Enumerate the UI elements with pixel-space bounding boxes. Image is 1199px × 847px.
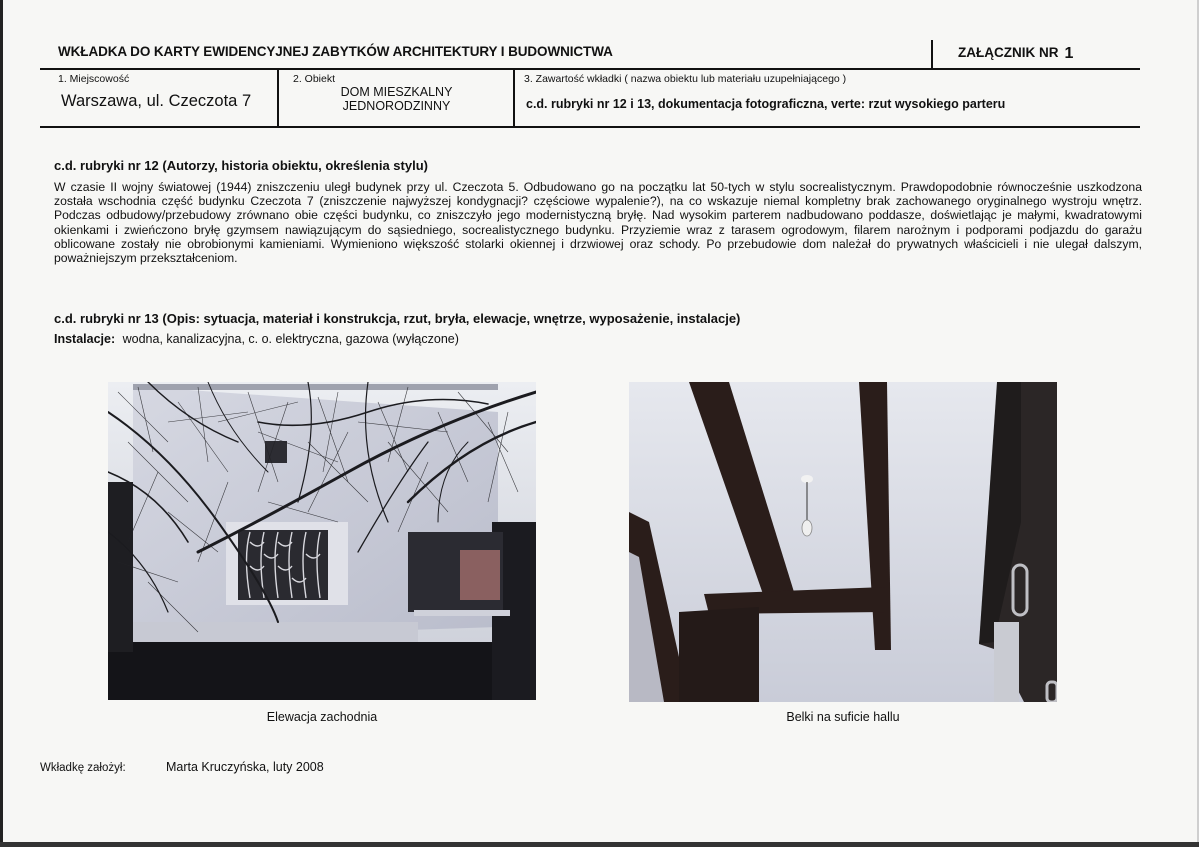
section-12 <box>54 158 1144 265</box>
section-13-heading: c.d. rubryki nr 13 (Opis: sytuacja, materiał i konstrukcja, rzut, bryła, elewacje, wnętrze, wyposażenie, instalacje) <box>54 311 741 326</box>
field-object-label: 2. Obiekt <box>293 73 336 85</box>
document-header <box>40 36 1140 70</box>
field-object-value-line1: DOM MIESZKALNY <box>340 85 453 99</box>
header-divider <box>931 40 933 68</box>
annex-number: 1 <box>1064 45 1074 62</box>
installations-line <box>54 332 1144 346</box>
section-12-heading: c.d. rubryki nr 12 (Autorzy, historia obiektu, określenia stylu) <box>54 158 428 173</box>
footer <box>40 760 324 774</box>
scan-edge-bottom <box>0 842 1199 847</box>
installations-label: Instalacje: <box>54 332 116 346</box>
field-contents-value: c.d. rubryki nr 12 i 13, dokumentacja fotograficzna, verte: rzut wysokiego parteru <box>526 97 1006 111</box>
annex-label-text: ZAŁĄCZNIK NR <box>958 45 1059 60</box>
fields-table <box>40 69 1140 128</box>
field-object-value-line2: JEDNORODZINNY <box>342 99 451 113</box>
field-object-value <box>279 85 514 113</box>
annex-label <box>958 44 1073 62</box>
document-title: WKŁADKA DO KARTY EWIDENCYJNEJ ZABYTKÓW ARCHITEKTURY I BUDOWNICTWA <box>58 44 613 59</box>
photo-1-caption: Elewacja zachodnia <box>266 710 378 724</box>
field-location-label: 1. Miejscowość <box>58 73 130 85</box>
field-contents-label: 3. Zawartość wkładki ( nazwa obiektu lub materiału uzupełniającego ) <box>524 73 847 85</box>
field-location-value: Warszawa, ul. Czeczota 7 <box>61 92 252 110</box>
west-facade-photo <box>108 382 536 700</box>
field-contents <box>513 69 1142 126</box>
photo-2-caption: Belki na suficie hallu <box>786 710 900 724</box>
section-13 <box>54 311 1144 346</box>
section-12-body: W czasie II wojny światowej (1944) zniszczeniu uległ budynek przy ul. Czeczota 5. Odbudowano go na początku lat 50-tych w stylu socrealistycznym. Prawdopodobnie równocześnie uszkodzona została wschodnia część budynku Czeczota 7 (zniszczenie najwyższej kondygnacji? częściowe wypalenie?), na co wskazuje niemal kompletny brak zachowanego oryginalnego wystroju wnętrz. Podczas odbudowy/przebudowy zrównano obie części budynku, co zniszczyło jego modernistyczną bryłę. Nad wysokim parterem nadbudowano poddasze, doświetlając je małymi, kwadratowymi okienkami i zwieńczono bryłę gzymsem nawiązującym do sąsiedniego, socrealistycznego budynku. Przyziemie wraz z tarasem ogrodowym, filarem narożnym i podporami podjazdu do garażu oblicowane zostały nie obrobionymi kamieniami. Wymieniono większość stolarki okiennej i drzwiowej oraz schody. Po przebudowie dom należał do prywatnych właścicieli i nie ulegał dalszym, poważniejszym przekształceniom. <box>54 180 1142 266</box>
installations-value: wodna, kanalizacyjna, c. o. elektryczna, gazowa (wyłączone) <box>122 332 459 346</box>
field-location <box>40 69 275 126</box>
scan-edge-left <box>0 0 3 847</box>
author-value: Marta Kruczyńska, luty 2008 <box>166 760 324 774</box>
author-label: Wkładkę założył: <box>40 762 126 774</box>
field-object <box>277 69 514 126</box>
hall-ceiling-beams-photo <box>629 382 1057 702</box>
